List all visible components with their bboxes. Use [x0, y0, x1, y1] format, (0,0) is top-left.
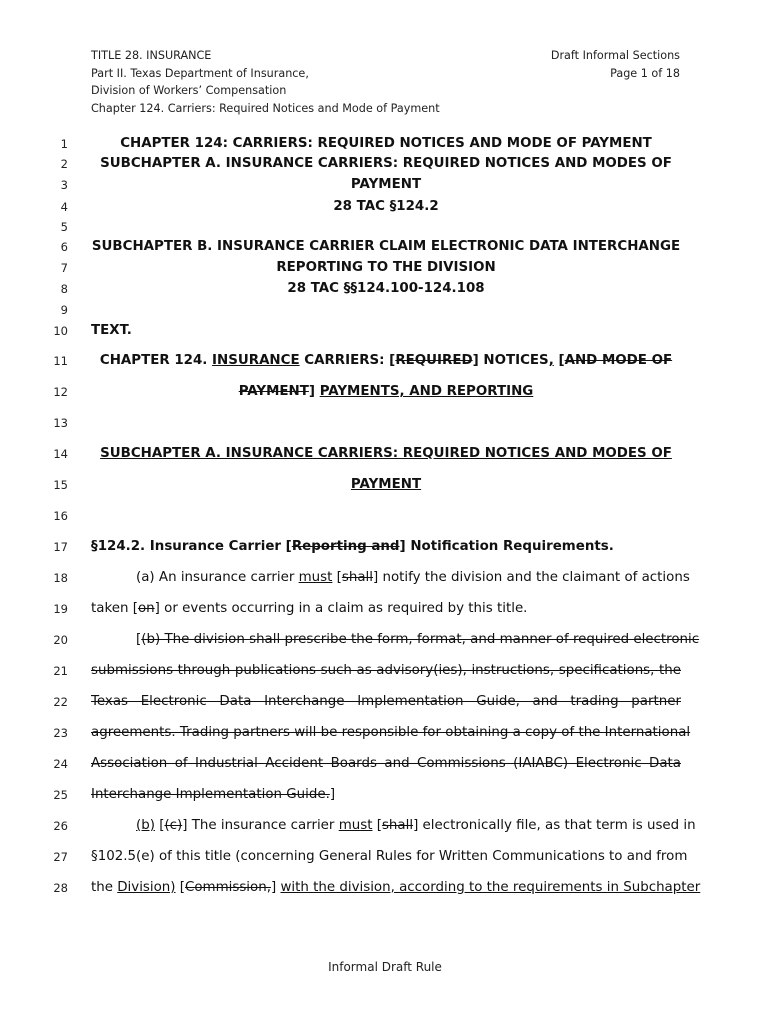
- body-text: the Division) [Commission,] with the division, according to the requirements in Subchapter: [91, 880, 701, 895]
- line-number: 8: [60, 282, 68, 296]
- line-number: 5: [60, 220, 68, 234]
- line-number: 19: [53, 602, 68, 616]
- amended-chapter-title-cont: PAYMENT] PAYMENTS, AND REPORTING: [238, 384, 534, 399]
- header-page-number: Page 1 of 18: [610, 66, 680, 80]
- document-line: [0, 299, 770, 321]
- document-line: [0, 412, 770, 434]
- running-header-right: [551, 47, 680, 82]
- line-number: 11: [53, 354, 68, 368]
- page-footer: Informal Draft Rule: [328, 960, 442, 974]
- document-line: [0, 257, 770, 279]
- line-number: 3: [60, 178, 68, 192]
- line-number: 28: [53, 881, 68, 895]
- chapter-heading: CHAPTER 124: CARRIERS: REQUIRED NOTICES AND MODE OF PAYMENT: [120, 136, 652, 151]
- document-line: [0, 236, 770, 258]
- document-line: [0, 846, 770, 868]
- line-number: 27: [53, 850, 68, 864]
- amended-chapter-title: CHAPTER 124. INSURANCE CARRIERS: [REQUIRED] NOTICES, [AND MODE OF: [99, 353, 673, 368]
- document-line: [0, 815, 770, 837]
- line-number: 4: [60, 200, 68, 214]
- body-text: taken [on] or events occurring in a claim as required by this title.: [91, 601, 528, 616]
- subchapter-a-title-cont: PAYMENT: [350, 477, 422, 492]
- document-line: [0, 153, 770, 175]
- line-number: 26: [53, 819, 68, 833]
- line-number: 15: [53, 478, 68, 492]
- body-text-deleted: agreements. Trading partners will be responsible for obtaining a copy of the International: [91, 725, 691, 740]
- body-text-deleted: submissions through publications such as advisory(ies), instructions, specifications, the: [91, 663, 681, 678]
- body-text-deleted: [(b) The division shall prescribe the form, format, and manner of required electronic: [136, 632, 700, 647]
- line-number: 12: [53, 385, 68, 399]
- line-number: 23: [53, 726, 68, 740]
- text-label: TEXT.: [91, 323, 132, 338]
- document-line: [0, 598, 770, 620]
- subchapter-b-heading-cont: REPORTING TO THE DIVISION: [276, 260, 496, 275]
- document-line: [0, 784, 770, 806]
- body-text-deleted: Texas Electronic Data Interchange Implementation Guide, and trading partner: [91, 694, 681, 709]
- line-number: 14: [53, 447, 68, 461]
- line-number: 24: [53, 757, 68, 771]
- header-part: Part II. Texas Department of Insurance,: [91, 66, 309, 80]
- document-line: [0, 536, 770, 558]
- line-number: 9: [60, 303, 68, 317]
- document-line: [0, 474, 770, 496]
- body-text: (a) An insurance carrier must [shall] notify the division and the claimant of actions: [136, 570, 690, 585]
- document-line: [0, 877, 770, 899]
- line-number: 21: [53, 664, 68, 678]
- document-line: [0, 660, 770, 682]
- line-number: 22: [53, 695, 68, 709]
- document-line: [0, 216, 770, 238]
- line-number: 20: [53, 633, 68, 647]
- document-line: [0, 629, 770, 651]
- body-text: §102.5(e) of this title (concerning General Rules for Written Communications to and from: [91, 849, 688, 864]
- line-number: 7: [60, 261, 68, 275]
- running-header-left: [91, 47, 440, 117]
- line-number: 25: [53, 788, 68, 802]
- document-line: [0, 691, 770, 713]
- document-line: [0, 278, 770, 300]
- document-line: [0, 133, 770, 155]
- line-number: 16: [53, 509, 68, 523]
- subchapter-a-heading: SUBCHAPTER A. INSURANCE CARRIERS: REQUIRED NOTICES AND MODES OF: [100, 156, 672, 171]
- header-division: Division of Workers’ Compensation: [91, 84, 287, 97]
- line-number: 13: [53, 416, 68, 430]
- document-line: [0, 753, 770, 775]
- body-text-deleted: Interchange Implementation Guide.]: [91, 787, 336, 802]
- line-number: 2: [60, 157, 68, 171]
- body-text: (b) [(c)] The insurance carrier must [shall] electronically file, as that term is used in: [136, 818, 696, 833]
- document-line: [0, 567, 770, 589]
- subchapter-a-title: SUBCHAPTER A. INSURANCE CARRIERS: REQUIRED NOTICES AND MODES OF: [100, 446, 672, 461]
- body-text-deleted: Association of Industrial Accident Boards and Commissions (IAIABC) Electronic Data: [91, 756, 681, 771]
- document-line: [0, 505, 770, 527]
- document-line: [0, 350, 770, 372]
- section-heading: §124.2. Insurance Carrier [Reporting and] Notification Requirements.: [91, 539, 614, 554]
- subchapter-b-heading: SUBCHAPTER B. INSURANCE CARRIER CLAIM ELECTRONIC DATA INTERCHANGE: [91, 239, 681, 254]
- line-number: 6: [60, 240, 68, 254]
- tac-reference: 28 TAC §124.2: [333, 199, 439, 214]
- header-title: TITLE 28. INSURANCE: [91, 49, 212, 62]
- document-line: [0, 320, 770, 342]
- line-number: 1: [60, 137, 68, 151]
- line-number: 10: [53, 324, 68, 338]
- subchapter-a-heading-cont: PAYMENT: [350, 177, 422, 192]
- line-number: 18: [53, 571, 68, 585]
- document-line: [0, 174, 770, 196]
- document-line: [0, 196, 770, 218]
- line-number: 17: [53, 540, 68, 554]
- header-draft-label: Draft Informal Sections: [550, 49, 680, 62]
- document-line: [0, 443, 770, 465]
- document-line: [0, 381, 770, 403]
- tac-reference: 28 TAC §§124.100-124.108: [287, 281, 485, 296]
- header-chapter: Chapter 124. Carriers: Required Notices and Mode of Payment: [91, 101, 440, 115]
- document-line: [0, 722, 770, 744]
